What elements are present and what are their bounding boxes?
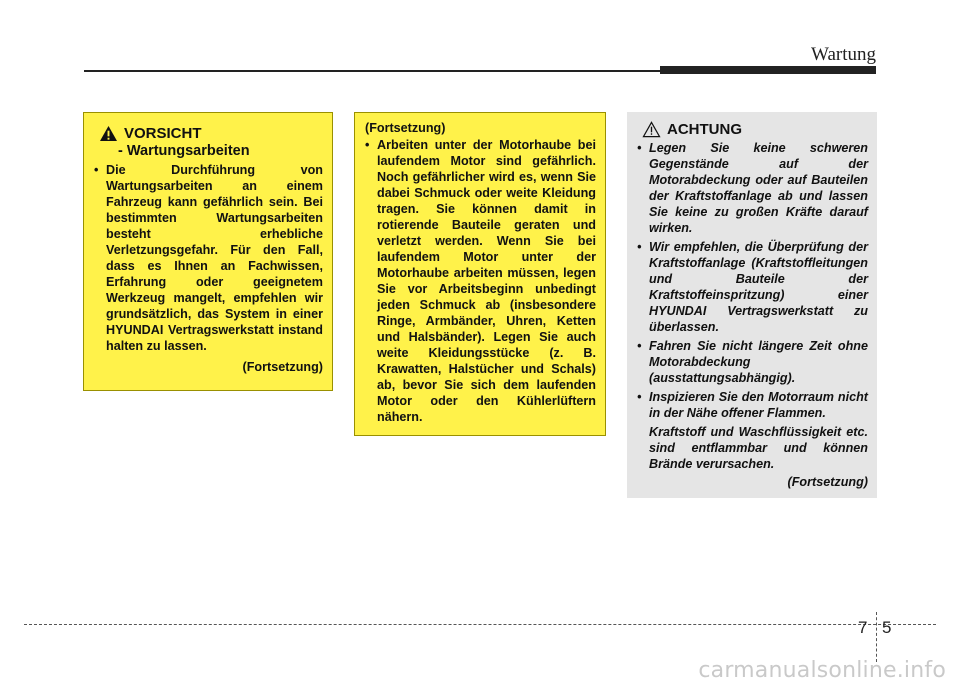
notice-title: ACHTUNG bbox=[667, 120, 742, 138]
list-item: • Wir empfehlen, die Überprüfung der Kraftstoffanlage (Kraftstoffleitungen und Bauteile der Kraftstoffeinspritzung) einer HYUNDAI Vertragswerkstatt zu überlassen. bbox=[637, 240, 868, 334]
list-item-text: Wir empfehlen, die Überprüfung der Kraftstoffanlage (Kraftstoffleitungen und Bauteile der Kraftstoffeinspritzung) einer HYUNDAI Vertragswerkstatt zu überlassen. bbox=[649, 240, 868, 334]
notice-extra-text: Kraftstoff und Waschflüssigkeit etc. sind entflammbar und können Brände verursachen. bbox=[649, 425, 868, 471]
continuation-list bbox=[365, 137, 596, 425]
notice-title-row bbox=[637, 121, 868, 138]
list-item-text: Fahren Sie nicht längere Zeit ohne Motorabdeckung (ausstattungsabhängig). bbox=[649, 339, 868, 385]
header-rule bbox=[84, 70, 660, 72]
header-title: Wartung bbox=[811, 44, 876, 65]
caution-subtitle: - Wartungsarbeiten bbox=[118, 143, 250, 159]
notice-list bbox=[637, 140, 868, 421]
caution-title-row bbox=[94, 125, 323, 142]
caution-title: VORSICHT bbox=[124, 124, 202, 142]
list-item-text: Die Durchführung von Wartungsarbeiten an einem Fahrzeug kann gefährlich sein. Bei bestimmten Wartungsarbeiten besteht erhebliche Verletzungsgefahr. Für den Fall, dass es Ihnen an Fachwissen, Erfahrung oder geeignetem Werkzeug mangelt, empfehlen wir grundsätzlich, das System in einer HYUNDAI Vertragswerkstatt instand halten zu lassen. bbox=[106, 163, 323, 353]
footer-dashed-rule bbox=[24, 624, 936, 625]
list-item-text: Legen Sie keine schweren Gegenstände auf der Motorabdeckung oder auf Bauteilen der Kraftstoffanlage ab und lassen Sie keine zu großen Kräfte darauf wirken. bbox=[649, 141, 868, 235]
list-item-text: Arbeiten unter der Motorhaube bei laufendem Motor sind gefährlich. Noch gefährlicher wird es, wenn Sie dabei Schmuck oder weite Kleidung tragen. Sie können damit in rotierende Bauteile geraten und verletzt werden. Wenn Sie bei laufendem Motor unter der Motorhaube arbeiten müssen, legen Sie vor Arbeitsbeginn unbedingt jeden Schmuck ab (insbesondere Ringe, Armbänder, Uhren, Ketten und Halsbänder). Legen Sie auch weite Kleidungsstücke (z. B. Krawatten, Halstücher und Schals) ab, bevor Sie sich dem laufenden Motor oder den Kühlerlüftern nähern. bbox=[377, 138, 596, 424]
warning-triangle-filled-icon bbox=[99, 125, 118, 142]
notice-box bbox=[627, 112, 877, 498]
footer-dashed-divider bbox=[876, 612, 877, 662]
list-item: • Die Durchführung von Wartungsarbeiten an einem Fahrzeug kann gefährlich sein. Bei bestimmten Wartungsarbeiten besteht erhebliche Verletzungsgefahr. Für den Fall, dass es Ihnen an Fachwissen, Erfahrung oder geeignetem Werkzeug mangelt, empfehlen wir grundsätzlich, das System in einer HYUNDAI Vertragswerkstatt instand halten zu lassen. bbox=[94, 163, 323, 353]
header-bar bbox=[660, 66, 876, 74]
notice-continued: (Fortsetzung) bbox=[787, 475, 868, 489]
list-item: • Fahren Sie nicht längere Zeit ohne Motorabdeckung (ausstattungsabhängig). bbox=[637, 339, 868, 385]
page-chapter-number: 7 bbox=[858, 618, 868, 637]
caution-list bbox=[94, 162, 323, 354]
list-item: • Arbeiten unter der Motorhaube bei laufendem Motor sind gefährlich. Noch gefährlicher wird es, wenn Sie dabei Schmuck oder weite Kleidung tragen. Sie können damit in rotierende Bauteile geraten und verletzt werden. Wenn Sie bei laufendem Motor unter der Motorhaube arbeiten müssen, legen Sie vor Arbeitsbeginn unbedingt jeden Schmuck ab (insbesondere Ringe, Armbänder, Uhren, Ketten und Halsbänder). Legen Sie auch weite Kleidungsstücke (z. B. Krawatten, Halstücher und Schals) ab, bevor Sie sich dem laufenden Motor oder den Kühlerlüftern nähern. bbox=[365, 138, 596, 424]
caution-box bbox=[83, 112, 333, 391]
warning-triangle-outline-icon bbox=[642, 121, 661, 138]
caution-continued: (Fortsetzung) bbox=[242, 360, 323, 374]
continuation-box bbox=[354, 112, 606, 436]
continuation-heading: (Fortsetzung) bbox=[365, 121, 446, 135]
watermark: carmanualsonline.info bbox=[698, 658, 946, 683]
list-item: • Legen Sie keine schweren Gegenstände auf der Motorabdeckung oder auf Bauteilen der Kraftstoffanlage ab und lassen Sie keine zu großen Kräfte darauf wirken. bbox=[637, 141, 868, 235]
list-item-text: Inspizieren Sie den Motorraum nicht in der Nähe offener Flammen. bbox=[649, 390, 868, 420]
list-item: • Inspizieren Sie den Motorraum nicht in der Nähe offener Flammen. bbox=[637, 390, 868, 420]
page-number: 5 bbox=[882, 618, 892, 637]
